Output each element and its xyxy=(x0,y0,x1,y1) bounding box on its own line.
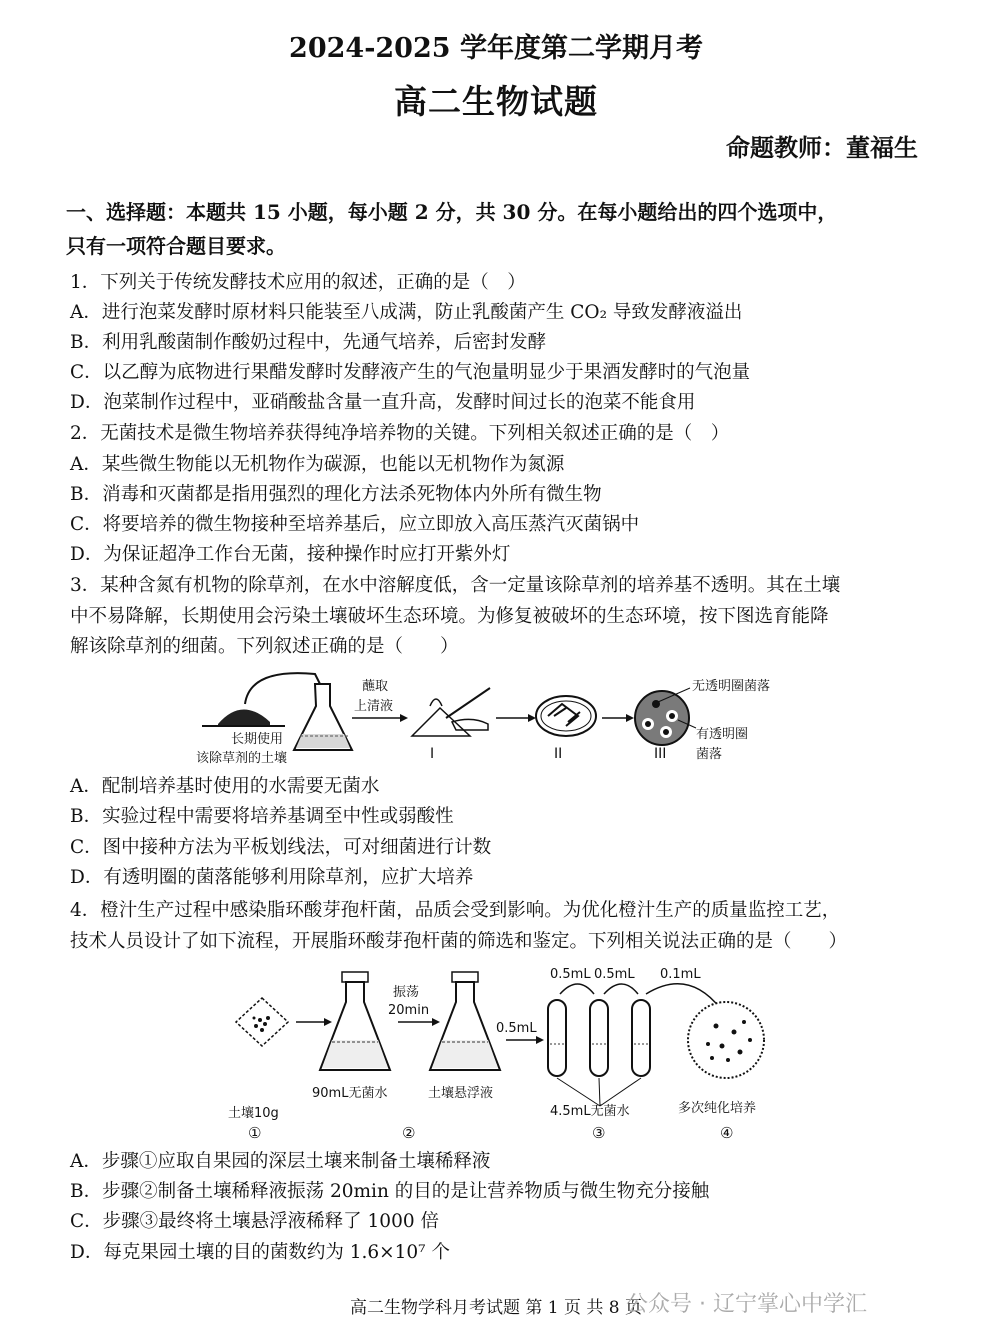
inoculating-tool-icon xyxy=(412,688,490,736)
water45-label: 4.5mL无菌水 xyxy=(550,1104,630,1119)
soil-mound-icon xyxy=(202,709,285,726)
q3-stem-2: 中不易降解，长期使用会污染土壤破坏生态环境。为修复被破坏的生态环境，按下图选育能降 xyxy=(70,606,829,627)
q3-option-b: B．实验过程中需要将培养基调至中性或弱酸性 xyxy=(70,806,454,827)
author-line: 命题教师：董福生 xyxy=(726,133,918,162)
q3-figure xyxy=(190,666,830,771)
watermark: 公众号 · 辽宁掌心中学汇 xyxy=(626,1292,867,1317)
soil-label-2: 该除草剂的土壤 xyxy=(196,751,288,766)
q4-stem-1: 4．橙汁生产过程中感染脂环酸芽孢杆菌，品质会受到影响。为优化橙汁生产的质量监控工艺， xyxy=(70,900,841,921)
step-4-label: ④ xyxy=(720,1124,734,1142)
subject-title: 高二生物试题 xyxy=(394,82,598,121)
q2-option-d: D．为保证超净工作台无菌，接种操作时应打开紫外灯 xyxy=(70,544,511,565)
arrow-3-head xyxy=(626,714,634,722)
ring-label-2: 菌落 xyxy=(696,747,723,762)
q4-option-a: A．步骤①应取自果园的深层土壤来制备土壤稀释液 xyxy=(70,1151,491,1172)
q2-stem: 2．无菌技术是微生物培养获得纯净培养物的关键。下列相关叙述正确的是（ ） xyxy=(70,423,730,444)
culture-label: 多次纯化培养 xyxy=(678,1101,757,1116)
soil-10g-label: 土壤10g xyxy=(228,1106,279,1121)
q1-stem: 1．下列关于传统发酵技术应用的叙述，正确的是（ ） xyxy=(70,272,526,293)
transfer-tube-icon xyxy=(245,673,322,704)
flask-90ml-icon xyxy=(320,972,390,1070)
water90-label: 90mL无菌水 xyxy=(312,1086,388,1101)
dip-label-1: 蘸取 xyxy=(362,679,389,694)
q3-option-d: D．有透明圈的菌落能够利用除草剂，应扩大培养 xyxy=(70,867,474,888)
q2-option-b: B．消毒和灭菌都是指用强烈的理化方法杀死物体内外所有微生物 xyxy=(70,484,602,505)
streak-plate-icon xyxy=(536,696,596,736)
soil-label-1: 长期使用 xyxy=(231,732,284,747)
q4-option-d: D．每克果园土壤的目的菌数约为 1.6×10⁷ 个 xyxy=(70,1242,450,1263)
q3-option-c: C．图中接种方法为平板划线法，可对细菌进行计数 xyxy=(70,837,492,858)
section-heading-cont: 只有一项符合题目要求。 xyxy=(66,234,286,258)
volume-label-4: 0.1mL xyxy=(660,967,701,982)
culture-plate-icon xyxy=(688,1002,764,1078)
q3-stem-3: 解该除草剂的细菌。下列叙述正确的是（ ） xyxy=(70,636,459,657)
q4-figure xyxy=(220,960,800,1145)
shake-time-label: 20min xyxy=(388,1003,430,1018)
step-3-label: ③ xyxy=(592,1124,606,1142)
q2-option-c: C．将要培养的微生物接种至培养基后，应立即放入高压蒸汽灭菌锅中 xyxy=(70,514,640,535)
culture-flask-icon xyxy=(294,684,352,750)
no-ring-label: 无透明圈菌落 xyxy=(692,679,771,694)
ring-label-1: 有透明圈 xyxy=(696,727,749,742)
volume-label-2: 0.5mL xyxy=(550,967,591,982)
step-ii-label: II xyxy=(554,746,563,762)
q4-stem-2: 技术人员设计了如下流程，开展脂环酸芽孢杆菌的筛选和鉴定。下列相关说法正确的是（ ） xyxy=(70,931,848,952)
dip-label-2: 上清液 xyxy=(354,699,394,714)
volume-label-3: 0.5mL xyxy=(594,967,635,982)
q2-option-a: A．某些微生物能以无机物作为碳源，也能以无机物作为氮源 xyxy=(70,454,565,475)
section-heading: 一、选择题：本题共 15 小题，每小题 2 分，共 30 分。在每小题给出的四个选项中， xyxy=(66,200,838,224)
q4-option-b: B．步骤②制备土壤稀释液振荡 20min 的目的是让营养物质与微生物充分接触 xyxy=(70,1181,710,1202)
step-2-label: ② xyxy=(402,1124,416,1142)
q1-option-b: B．利用乳酸菌制作酸奶过程中，先通气培养，后密封发酵 xyxy=(70,332,547,353)
volume-label-1: 0.5mL xyxy=(496,1021,537,1036)
arrow-b-head xyxy=(432,1018,440,1026)
q4-option-c: C．步骤③最终将土壤悬浮液稀释了 1000 倍 xyxy=(70,1211,439,1232)
exam-title: 2024-2025 学年度第二学期月考 xyxy=(289,33,703,64)
arrow-a-head xyxy=(324,1018,332,1026)
step-1-label: ① xyxy=(248,1124,262,1142)
q3-option-a: A．配制培养基时使用的水需要无菌水 xyxy=(70,776,380,797)
suspension-label: 土壤悬浮液 xyxy=(428,1086,494,1101)
q3-stem-1: 3．某种含氮有机物的除草剂，在水中溶解度低，含一定量该除草剂的培养基不透明。其在土壤 xyxy=(70,575,841,596)
page-footer: 高二生物学科月考试题 第 1 页 共 8 页 xyxy=(349,1298,643,1318)
step-iii-label: III xyxy=(654,746,667,762)
soil-sample-icon xyxy=(236,998,288,1046)
arrow-1-head xyxy=(400,714,408,722)
flask-suspension-icon xyxy=(430,972,500,1070)
step-i-label: I xyxy=(430,746,435,762)
arrow-2-head xyxy=(528,714,536,722)
colony-plate-icon xyxy=(635,691,689,745)
q1-option-a: A．进行泡菜发酵时原材料只能装至八成满，防止乳酸菌产生 CO₂ 导致发酵液溢出 xyxy=(70,302,743,323)
q1-option-d: D．泡菜制作过程中，亚硝酸盐含量一直升高，发酵时间过长的泡菜不能食用 xyxy=(70,392,696,413)
shake-label: 振荡 xyxy=(393,985,420,1000)
arrow-c-head xyxy=(536,1036,544,1044)
q1-option-c: C．以乙醇为底物进行果醋发酵时发酵液产生的气泡量明显少于果酒发酵时的气泡量 xyxy=(70,362,751,383)
